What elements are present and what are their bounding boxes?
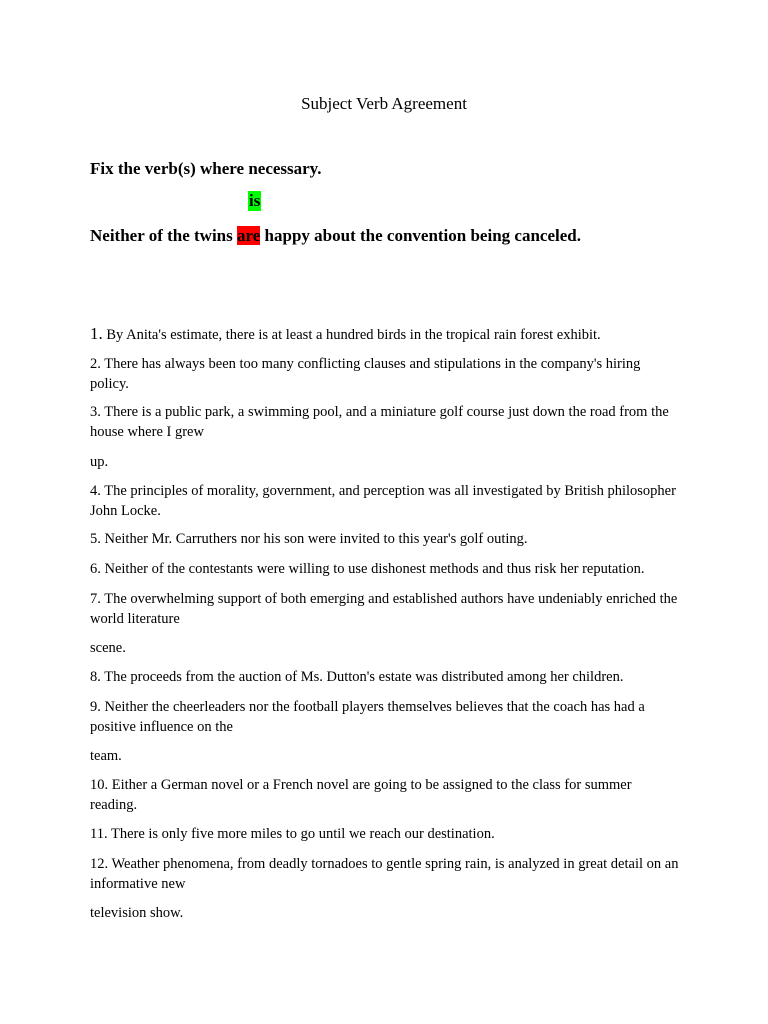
item-text: The proceeds from the auction of Ms. Dutton's estate was distributed among her children.: [100, 669, 624, 685]
example-correction: is: [249, 191, 261, 210]
item-number: 8.: [90, 669, 101, 685]
exercise-item-8: [90, 668, 680, 688]
example-before: Neither of the twins: [90, 226, 237, 245]
item-number: 2.: [90, 356, 101, 372]
item-number: 9.: [90, 699, 101, 715]
example-wrong-verb: are: [237, 226, 261, 245]
exercise-item-6: [90, 560, 680, 580]
instruction-heading: Fix the verb(s) where necessary.: [90, 159, 322, 178]
exercise-item-12: [90, 855, 680, 894]
item-number: 1.: [90, 324, 103, 343]
exercise-item-7: [90, 590, 680, 629]
exercise-item-10: [90, 776, 680, 815]
item-text: By Anita's estimate, there is at least a hundred birds in the tropical rain forest exhibit.: [102, 327, 601, 343]
item-number: 3.: [90, 404, 101, 420]
item-number: 7.: [90, 591, 101, 607]
example-sentence: [90, 226, 581, 246]
exercise-item-5: [90, 530, 680, 550]
item-text: There has always been too many conflicting clauses and stipulations in the company's hiring policy.: [90, 356, 641, 392]
item-text: Either a German novel or a French novel are going to be assigned to the class for summer reading.: [90, 777, 632, 813]
exercise-item-11: [90, 825, 680, 845]
exercise-item-9-continuation: team.: [90, 748, 122, 764]
exercise-item-7-continuation: scene.: [90, 640, 126, 656]
item-number: 11.: [90, 826, 108, 842]
item-number: 5.: [90, 531, 101, 547]
item-text: Neither of the contestants were willing to use dishonest methods and thus risk her reputation.: [100, 561, 645, 577]
item-number: 10.: [90, 777, 109, 793]
exercise-item-3-continuation: up.: [90, 454, 109, 470]
exercise-item-12-continuation: television show.: [90, 905, 184, 921]
page-title: Subject Verb Agreement: [301, 94, 467, 113]
exercise-item-2: [90, 355, 680, 394]
item-number: 12.: [90, 856, 109, 872]
exercise-item-1: [90, 324, 680, 346]
item-text: Neither the cheerleaders nor the football players themselves believes that the coach has had a positive influence on the: [90, 699, 645, 735]
exercise-item-3: [90, 403, 680, 442]
item-number: 6.: [90, 561, 101, 577]
item-text: Neither Mr. Carruthers nor his son were invited to this year's golf outing.: [100, 531, 528, 547]
exercise-item-4: [90, 482, 680, 521]
exercise-item-9: [90, 698, 680, 737]
item-text: Weather phenomena, from deadly tornadoes to gentle spring rain, is analyzed in great detail on an informative new: [90, 856, 679, 892]
item-number: 4.: [90, 483, 101, 499]
example-after: happy about the convention being canceled.: [260, 226, 581, 245]
item-text: The principles of morality, government, and perception was all investigated by British philosopher John Locke.: [90, 483, 676, 519]
item-text: There is only five more miles to go until we reach our destination.: [107, 826, 495, 842]
item-text: The overwhelming support of both emerging and established authors have undeniably enriched the world literature: [90, 591, 678, 627]
item-text: There is a public park, a swimming pool, and a miniature golf course just down the road from the house where I grew: [90, 404, 669, 440]
